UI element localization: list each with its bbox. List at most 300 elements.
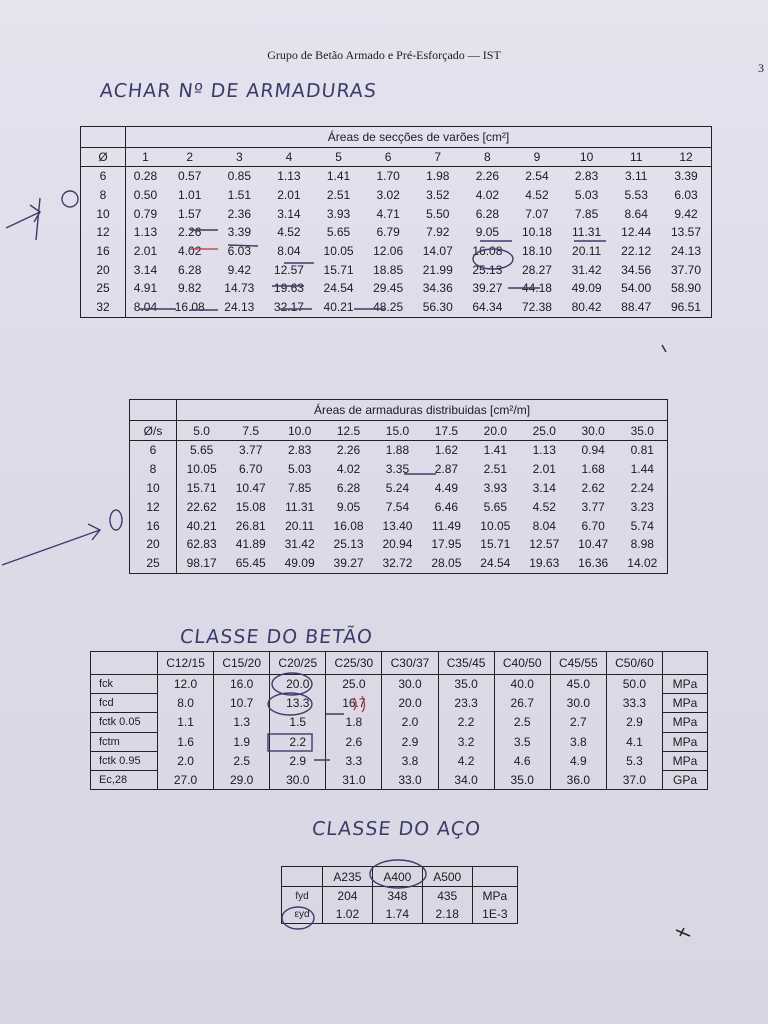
area-cell: 2.87 [434, 462, 459, 477]
table-row [81, 167, 712, 186]
area-cell: 14.73 [224, 281, 255, 296]
area-cell: 3.35 [385, 462, 410, 477]
corner-cell [282, 867, 323, 887]
property-cell: fctk 0.05 [91, 713, 158, 732]
diameter-cell: 8 [81, 186, 126, 205]
area-cell: 13.40 [382, 518, 413, 533]
spacing-column-header: 30.0 [569, 421, 618, 441]
value-cell: 31.0 [326, 770, 382, 789]
diameter-cell: 16 [81, 242, 126, 261]
table-row [130, 479, 668, 498]
area-cell: 9.42 [674, 206, 698, 221]
value-cell: 2.0 [158, 751, 214, 770]
area-cell: 26.81 [235, 518, 266, 533]
area-cell: 2.24 [630, 480, 654, 495]
concrete-class-header: C40/50 [494, 652, 550, 675]
area-cell: 11.31 [572, 225, 602, 240]
diameter-cell: 8 [130, 460, 177, 479]
value-cell: 3.8 [382, 751, 438, 770]
bar-count-header: 10 [562, 148, 612, 167]
value-cell: 2.0 [382, 713, 438, 732]
area-cell: 1.57 [178, 206, 202, 221]
diameter-cell: 20 [130, 535, 177, 554]
area-cell: 5.24 [385, 480, 410, 495]
area-cell: 39.27 [333, 556, 364, 571]
value-cell: 3.5 [494, 732, 550, 751]
area-cell: 5.65 [189, 443, 214, 458]
area-cell: 12.57 [529, 537, 560, 552]
value-cell: 30.0 [550, 694, 606, 713]
value-cell: 25.0 [326, 675, 382, 694]
area-cell: 10.05 [480, 518, 511, 533]
table-row [91, 713, 708, 732]
area-cell: 0.50 [133, 188, 158, 203]
caption-spacer [130, 400, 177, 421]
area-cell: 8.98 [630, 537, 654, 552]
area-cell: 9.05 [336, 499, 361, 514]
area-cell: 1.41 [483, 443, 507, 458]
concrete-class-header: C15/20 [214, 652, 270, 675]
distributed-caption: Áreas de armaduras distribuidas [cm²/m] [177, 400, 668, 421]
circle-2-icon [62, 191, 78, 207]
document-header: Grupo de Betão Armado e Pré-Esforçado — IST [267, 48, 501, 62]
bar-count-header: 8 [463, 148, 513, 167]
area-cell: 80.42 [571, 300, 602, 315]
area-cell: 3.93 [483, 480, 507, 495]
area-cell: 13.57 [670, 225, 702, 240]
concrete-class-header: C25/30 [326, 652, 382, 675]
value-cell: 4.1 [606, 732, 662, 751]
area-cell: 6.28 [336, 480, 361, 495]
value-cell: 20.0 [382, 694, 438, 713]
area-cell: 1.98 [426, 169, 450, 184]
area-cell: 8.64 [624, 206, 648, 221]
bar-count-header: 12 [661, 148, 712, 167]
area-cell: 96.51 [670, 300, 702, 315]
unit-cell: MPa [663, 732, 708, 751]
area-cell: 3.77 [239, 443, 263, 458]
bar-areas-table [80, 126, 712, 318]
area-cell: 6.79 [376, 225, 400, 240]
table-row [91, 675, 708, 694]
bar-count-header: 9 [512, 148, 562, 167]
area-cell: 0.94 [581, 443, 605, 458]
area-cell: 31.42 [284, 537, 315, 552]
property-cell: fck [91, 675, 158, 694]
spacing-header: Ø/s [130, 421, 177, 441]
value-cell: 2.9 [270, 751, 326, 770]
area-cell: 2.26 [475, 169, 500, 184]
table-row [91, 770, 708, 789]
area-cell: 62.83 [186, 537, 217, 552]
table-row [130, 554, 668, 573]
area-cell: 4.91 [133, 281, 158, 296]
area-cell: 5.03 [287, 462, 312, 477]
area-cell: 14.02 [627, 556, 658, 571]
spacing-column-header: 12.5 [324, 421, 373, 441]
value-cell: 1.02 [323, 905, 373, 924]
area-cell: 48.25 [373, 300, 404, 315]
distributed-areas-table [129, 399, 668, 574]
area-cell: 16.08 [472, 244, 503, 259]
area-cell: 9.42 [227, 262, 251, 277]
area-cell: 4.49 [434, 480, 459, 495]
area-cell: 3.77 [581, 499, 605, 514]
area-cell: 3.39 [674, 169, 698, 184]
area-cell: 22.12 [621, 244, 652, 259]
diameter-cell: 25 [81, 279, 126, 298]
area-cell: 15.71 [480, 537, 511, 552]
value-cell: 8.0 [158, 694, 214, 713]
area-cell: 10.47 [235, 480, 266, 495]
area-cell: 1.68 [581, 462, 605, 477]
diameter-cell: 6 [81, 167, 126, 186]
property-cell: fcd [91, 694, 158, 713]
area-cell: 3.52 [426, 188, 450, 203]
area-cell: 1.13 [133, 225, 158, 240]
table-row [81, 298, 712, 317]
unit-header [663, 652, 708, 675]
property-cell: fctk 0.95 [91, 751, 158, 770]
area-cell: 18.10 [521, 244, 552, 259]
area-cell: 2.54 [525, 169, 549, 184]
unit-cell: 1E-3 [472, 905, 517, 924]
area-cell: 25.13 [472, 262, 503, 277]
table-row [130, 516, 668, 535]
area-cell: 5.50 [426, 206, 450, 221]
area-cell: 9.05 [475, 225, 500, 240]
value-cell: 204 [323, 887, 373, 906]
value-cell: 35.0 [438, 675, 494, 694]
area-cell: 24.54 [480, 556, 511, 571]
value-cell: 45.0 [550, 675, 606, 694]
value-cell: 435 [422, 887, 472, 906]
value-cell: 1.8 [326, 713, 382, 732]
area-cell: 10.18 [521, 225, 552, 240]
corner-cell [91, 652, 158, 675]
value-cell: 1.3 [214, 713, 270, 732]
page-number: 3 [758, 61, 764, 75]
area-cell: 32.72 [382, 556, 413, 571]
value-cell: 2.5 [494, 713, 550, 732]
area-cell: 1.88 [385, 443, 410, 458]
value-cell: 4.9 [550, 751, 606, 770]
area-cell: 17.95 [431, 537, 462, 552]
area-cell: 1.01 [178, 188, 202, 203]
area-cell: 1.70 [376, 169, 400, 184]
handwritten-title-aco: CLASSE DO AÇO [310, 818, 483, 840]
area-cell: 0.57 [178, 169, 202, 184]
table-row [81, 204, 712, 223]
area-cell: 4.02 [178, 244, 202, 259]
area-cell: 49.09 [571, 281, 602, 296]
area-cell: 4.52 [525, 188, 549, 203]
value-cell: 1.1 [158, 713, 214, 732]
area-cell: 34.56 [621, 262, 652, 277]
area-cell: 4.02 [475, 188, 500, 203]
area-cell: 15.71 [186, 480, 217, 495]
area-cell: 4.52 [532, 499, 556, 514]
area-cell: 49.09 [284, 556, 315, 571]
value-cell: 1.74 [372, 905, 422, 924]
area-cell: 7.54 [385, 499, 410, 514]
area-cell: 16.08 [174, 300, 205, 315]
value-cell: 2.9 [382, 732, 438, 751]
table-row [91, 694, 708, 713]
area-cell: 8.04 [133, 300, 158, 315]
value-cell: 4.2 [438, 751, 494, 770]
concrete-class-header: C50/60 [606, 652, 662, 675]
area-cell: 3.14 [133, 262, 158, 277]
value-cell: 23.3 [438, 694, 494, 713]
area-cell: 22.62 [186, 499, 217, 514]
property-cell: fctm [91, 732, 158, 751]
diameter-cell: 12 [81, 223, 126, 242]
area-cell: 6.03 [227, 244, 251, 259]
area-cell: 3.02 [376, 188, 400, 203]
table-row [81, 242, 712, 261]
concrete-class-header: C20/25 [270, 652, 326, 675]
area-cell: 40.21 [323, 300, 354, 315]
table-row [130, 441, 668, 460]
value-cell: 13.3 [270, 694, 326, 713]
handwritten-title-armaduras: ACHAR Nº DE ARMADURAS [98, 80, 379, 102]
property-cell: Ec,28 [91, 770, 158, 789]
arrow-1-icon [2, 524, 100, 565]
unit-cell: MPa [663, 713, 708, 732]
area-cell: 25.13 [333, 537, 364, 552]
area-cell: 0.79 [133, 206, 158, 221]
value-cell: 1.5 [270, 713, 326, 732]
area-cell: 2.36 [227, 206, 251, 221]
area-cell: 15.08 [235, 499, 266, 514]
steel-class-header: A235 [323, 867, 373, 887]
caption-spacer [81, 127, 126, 148]
unit-cell: GPa [663, 770, 708, 789]
spacing-column-header: 15.0 [373, 421, 422, 441]
steel-class-header: A400 [372, 867, 422, 887]
property-cell: εyd [282, 905, 323, 924]
area-cell: 3.14 [277, 206, 301, 221]
area-cell: 7.07 [525, 206, 549, 221]
area-cell: 5.74 [630, 518, 654, 533]
area-cell: 39.27 [472, 281, 503, 296]
area-cell: 7.92 [426, 225, 450, 240]
bar-areas-caption: Áreas de secções de varões [cm²] [126, 127, 712, 148]
area-cell: 0.85 [227, 169, 251, 184]
value-cell: 1.6 [158, 732, 214, 751]
value-cell: 16.0 [214, 675, 270, 694]
area-cell: 20.11 [572, 244, 602, 259]
diameter-cell: 16 [130, 516, 177, 535]
value-cell: 4.6 [494, 751, 550, 770]
value-cell: 40.0 [494, 675, 550, 694]
area-cell: 29.45 [373, 281, 404, 296]
area-cell: 16.08 [333, 518, 364, 533]
bar-count-header: 1 [126, 148, 165, 167]
value-cell: 2.6 [326, 732, 382, 751]
area-cell: 40.21 [186, 518, 217, 533]
bar-count-header: 4 [264, 148, 314, 167]
value-cell: 10.7 [214, 694, 270, 713]
value-cell: 36.0 [550, 770, 606, 789]
area-cell: 11.49 [431, 518, 461, 533]
value-cell: 3.8 [550, 732, 606, 751]
value-cell: 27.0 [158, 770, 214, 789]
handwritten-title-betao: CLASSE DO BETÃO [178, 626, 375, 648]
diameter-cell: 10 [81, 204, 126, 223]
table-row [81, 260, 712, 279]
area-cell: 6.70 [239, 462, 263, 477]
value-cell: 20.0 [270, 675, 326, 694]
area-cell: 18.85 [373, 262, 404, 277]
concrete-class-header: C30/37 [382, 652, 438, 675]
diameter-cell: 32 [81, 298, 126, 317]
area-cell: 6.03 [674, 188, 698, 203]
area-cell: 5.65 [483, 499, 507, 514]
area-cell: 88.47 [621, 300, 652, 315]
area-cell: 24.54 [323, 281, 354, 296]
arrow-2-icon [6, 198, 40, 240]
table-row [130, 460, 668, 479]
table-row [91, 751, 708, 770]
area-cell: 5.65 [326, 225, 351, 240]
area-cell: 3.23 [630, 499, 654, 514]
area-cell: 10.47 [578, 537, 609, 552]
value-cell: 33.3 [606, 694, 662, 713]
area-cell: 6.70 [581, 518, 605, 533]
area-cell: 7.85 [574, 206, 599, 221]
area-cell: 7.85 [287, 480, 312, 495]
area-cell: 4.02 [336, 462, 361, 477]
spacing-column-header: 35.0 [618, 421, 668, 441]
steel-class-header: A500 [422, 867, 472, 887]
value-cell: 12.0 [158, 675, 214, 694]
area-cell: 2.26 [178, 225, 202, 240]
spacing-column-header: 25.0 [520, 421, 569, 441]
area-cell: 24.13 [224, 300, 255, 315]
area-cell: 2.51 [483, 462, 507, 477]
table-row [81, 279, 712, 298]
area-cell: 12.06 [373, 244, 404, 259]
diameter-header: Ø [81, 148, 126, 167]
value-cell: 33.0 [382, 770, 438, 789]
steel-class-table [281, 866, 518, 924]
bar-count-header: 7 [413, 148, 463, 167]
value-cell: 50.0 [606, 675, 662, 694]
area-cell: 16.36 [578, 556, 609, 571]
area-cell: 2.51 [326, 188, 351, 203]
area-cell: 11.31 [285, 499, 315, 514]
area-cell: 2.01 [277, 188, 301, 203]
area-cell: 28.05 [431, 556, 462, 571]
unit-cell: MPa [663, 675, 708, 694]
area-cell: 6.28 [475, 206, 500, 221]
spacing-column-header: 17.5 [422, 421, 471, 441]
area-cell: 6.46 [434, 499, 459, 514]
table-row [130, 535, 668, 554]
value-cell: 26.7 [494, 694, 550, 713]
value-cell: 30.0 [382, 675, 438, 694]
area-cell: 14.07 [422, 244, 453, 259]
value-cell: 2.7 [550, 713, 606, 732]
bar-count-header: 5 [314, 148, 364, 167]
area-cell: 5.03 [574, 188, 599, 203]
area-cell: 54.00 [621, 281, 652, 296]
spacing-column-header: 7.5 [226, 421, 275, 441]
bar-count-header: 3 [215, 148, 265, 167]
table-row [282, 905, 518, 924]
value-cell: 2.9 [606, 713, 662, 732]
spacing-column-header: 20.0 [471, 421, 520, 441]
area-cell: 5.53 [624, 188, 648, 203]
area-cell: 4.52 [277, 225, 301, 240]
area-cell: 3.11 [624, 169, 648, 184]
value-cell: 30.0 [270, 770, 326, 789]
diameter-cell: 6 [130, 441, 177, 460]
area-cell: 58.90 [670, 281, 702, 296]
area-cell: 34.36 [422, 281, 453, 296]
property-cell: fyd [282, 887, 323, 906]
concrete-class-table [90, 651, 708, 790]
unit-cell: MPa [472, 887, 517, 906]
circle-1-icon [110, 510, 122, 530]
area-cell: 10.05 [186, 462, 217, 477]
table-row [130, 497, 668, 516]
area-cell: 37.70 [670, 262, 702, 277]
table-row [282, 887, 518, 906]
unit-cell: MPa [663, 751, 708, 770]
area-cell: 2.83 [574, 169, 599, 184]
area-cell: 65.45 [235, 556, 266, 571]
area-cell: 10.05 [323, 244, 354, 259]
table-row [81, 223, 712, 242]
spacing-column-header: 5.0 [177, 421, 227, 441]
area-cell: 12.44 [621, 225, 652, 240]
value-cell: 1.9 [214, 732, 270, 751]
bar-count-header: 6 [363, 148, 413, 167]
unit-header [472, 867, 517, 887]
diameter-cell: 20 [81, 260, 126, 279]
area-cell: 2.26 [336, 443, 361, 458]
area-cell: 1.51 [227, 188, 251, 203]
spacing-column-header: 10.0 [275, 421, 324, 441]
area-cell: 72.38 [521, 300, 552, 315]
area-cell: 0.28 [133, 169, 158, 184]
area-cell: 20.94 [382, 537, 413, 552]
area-cell: 3.39 [227, 225, 251, 240]
area-cell: 6.28 [178, 262, 202, 277]
area-cell: 2.01 [532, 462, 556, 477]
area-cell: 12.57 [273, 262, 304, 277]
value-cell: 29.0 [214, 770, 270, 789]
bar-count-header: 11 [611, 148, 661, 167]
value-cell: 35.0 [494, 770, 550, 789]
bar-count-header: 2 [165, 148, 215, 167]
area-cell: 2.62 [581, 480, 605, 495]
area-cell: 1.13 [532, 443, 556, 458]
area-cell: 19.63 [529, 556, 560, 571]
area-cell: 8.04 [532, 518, 556, 533]
value-cell: 37.0 [606, 770, 662, 789]
diameter-cell: 12 [130, 497, 177, 516]
area-cell: 9.82 [178, 281, 202, 296]
area-cell: 64.34 [472, 300, 503, 315]
table-row [81, 186, 712, 205]
area-cell: 44.18 [521, 281, 552, 296]
area-cell: 98.17 [186, 556, 217, 571]
area-cell: 15.71 [323, 262, 354, 277]
